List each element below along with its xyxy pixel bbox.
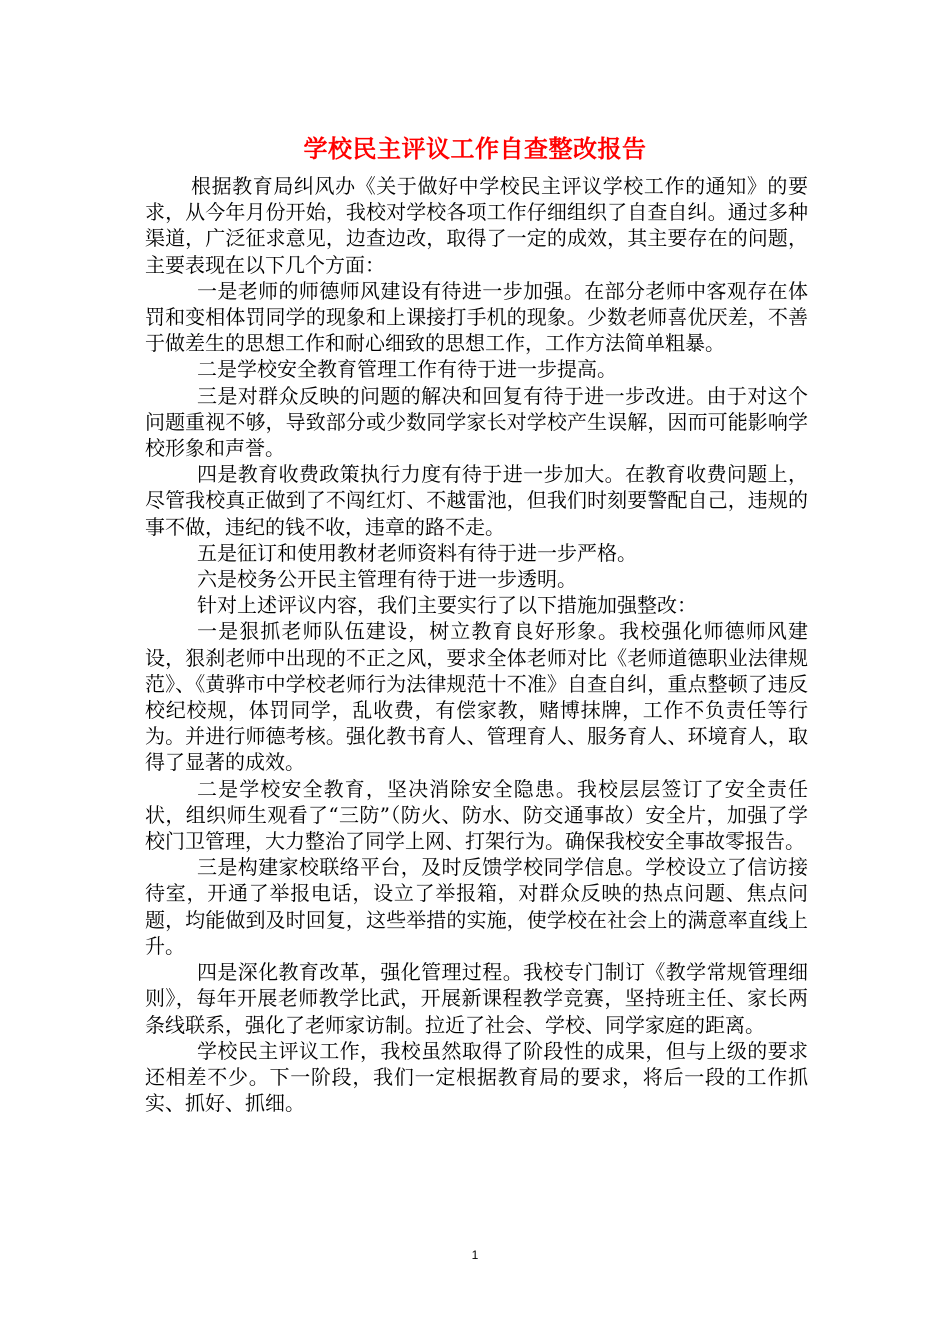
paragraph-problem-6: 六是校务公开民主管理有待于进一步透明。 (197, 567, 577, 592)
paragraph-problem-4: 四是教育收费政策执行力度有待于进一步加大。在教育收费问题上，尽管我校真正做到了不闯红灯、不越雷池，但我们时刻要警配自己，违规的事不做，违纪的钱不收，违章的路不走。 (145, 462, 808, 539)
paragraph-problem-5: 五是征订和使用教材老师资料有待于进一步严格。 (197, 540, 637, 565)
paragraph-measure-4: 四是深化教育改革，强化管理过程。我校专门制订《教学常规管理细则》，每年开展老师教学比武，开展新课程教学竞赛，坚持班主任、家长两条线联系，强化了老师家访制。拉近了社会、学校、同学家庭的距离。 (145, 960, 808, 1037)
paragraph-conclusion: 学校民主评议工作，我校虽然取得了阶段性的成果，但与上级的要求还相差不少。下一阶段，我们一定根据教育局的要求，将后一段的工作抓实、抓好、抓细。 (145, 1038, 808, 1116)
paragraph-intro: 根据教育局纠风办《关于做好中学校民主评议学校工作的通知》的要求，从今年月份开始，我校对学校各项工作仔细组织了自查自纠。通过多种渠道，广泛征求意见，边查边改，取得了一定的成效，其主要存在的问题，主要表现在以下几个方面： (145, 174, 808, 277)
paragraph-problem-1: 一是老师的师德师风建设有待进一步加强。在部分老师中客观存在体罚和变相体罚同学的现象和上课接打手机的现象。少数老师喜优厌差，不善于做差生的思想工作和耐心细致的思想工作，工作方法简单粗暴。 (145, 278, 808, 356)
paragraph-measures-intro: 针对上述评议内容，我们主要实行了以下措施加强整改： (197, 593, 697, 618)
paragraph-problem-2: 二是学校安全教育管理工作有待于进一步提高。 (197, 357, 617, 382)
page-number: 1 (471, 1248, 479, 1262)
paragraph-problem-3: 三是对群众反映的问题的解决和回复有待于进一步改进。由于对这个问题重视不够，导致部分或少数同学家长对学校产生误解，因而可能影响学校形象和声誉。 (145, 383, 808, 461)
document-body (145, 173, 808, 1116)
document-title: 学校民主评议工作自查整改报告 (303, 134, 647, 163)
paragraph-measure-2: 二是学校安全教育，坚决消除安全隐患。我校层层签订了安全责任状，组织师生观看了“三防”（防火、防水、防交通事故）安全片，加强了学校门卫管理，大力整治了同学上网、打架行为。确保我校安全事故零报告。 (145, 776, 808, 854)
paragraph-measure-1: 一是狠抓老师队伍建设，树立教育良好形象。我校强化师德师风建设，狠刹老师中出现的不正之风，要求全体老师对比《老师道德职业法律规范》、《黄骅市中学校老师行为法律规范十不准》自查自纠，重点整顿了违反校纪校规，体罚同学，乱收费，有偿家教，赌博抹牌，工作不负责任等行为。并进行师德考核。强化教书育人、管理育人、服务育人、环境育人，取得了显著的成效。 (145, 619, 808, 775)
paragraph-measure-3: 三是构建家校联络平台，及时反馈学校同学信息。学校设立了信访接待室，开通了举报电话，设立了举报箱，对群众反映的热点问题、焦点问题，均能做到及时回复，这些举措的实施，使学校在社会上的满意率直线上升。 (145, 855, 808, 958)
